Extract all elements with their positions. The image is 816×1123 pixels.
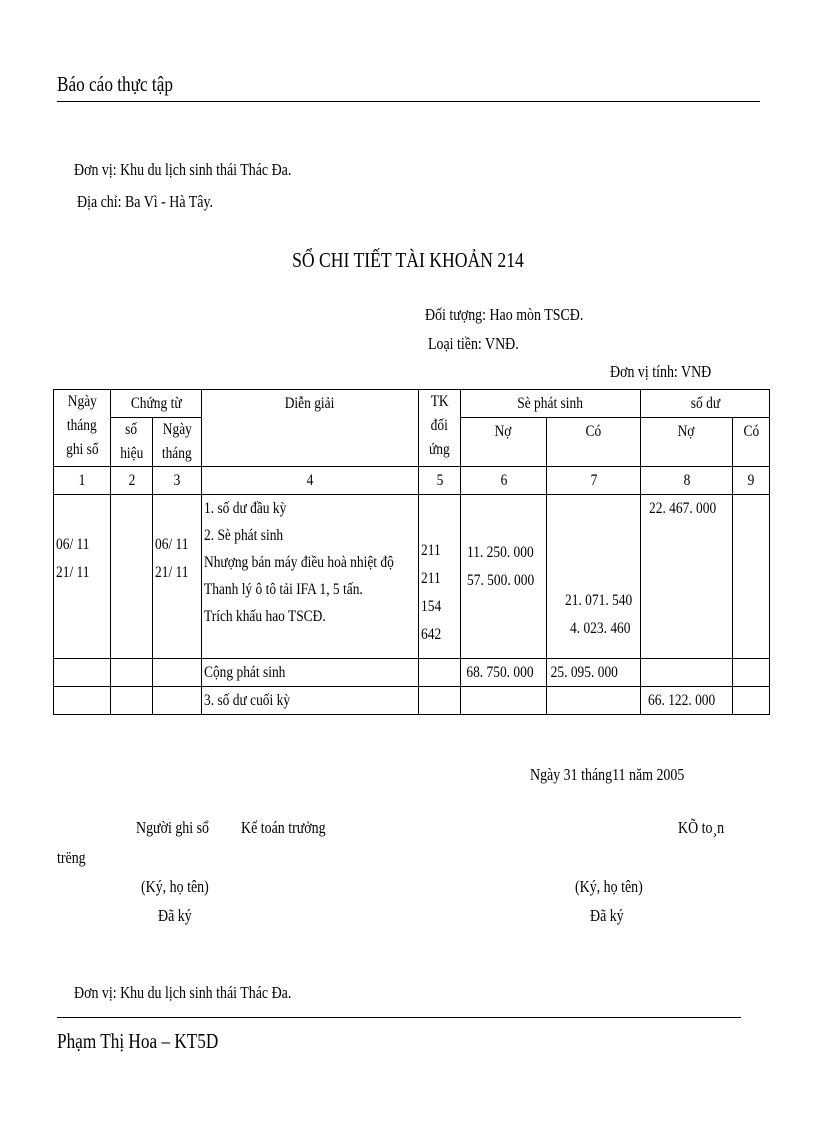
writer-sign-note: (Ký, họ tên)	[141, 877, 209, 896]
footer-author: Phạm Thị Hoa – KT5D	[57, 1029, 219, 1053]
col-head-voucher-date: Ngày tháng	[153, 418, 202, 467]
ledger-table	[53, 389, 770, 715]
unit-of-measure: Đơn vị tính: VNĐ	[610, 362, 712, 381]
col-head-balance: số dư	[641, 390, 770, 418]
col-head-account: TK đối ứng	[419, 390, 461, 467]
col-number: 5	[419, 467, 461, 495]
col-number: 7	[547, 467, 641, 495]
chief-sign-note: (Ký, họ tên)	[575, 877, 643, 896]
chief-accountant-title: Kế toán trưởng	[241, 818, 326, 837]
debit-amounts: 11. 250. 000 57. 500. 000	[461, 495, 547, 659]
col-head-debit: Nợ	[461, 418, 547, 467]
closing-balance: 66. 122. 000	[641, 687, 733, 715]
chief-signed: Đã ký	[590, 906, 624, 925]
voucher-dates: 06/ 11 21/ 11	[153, 495, 202, 659]
ledger-currency: Loại tiền: VNĐ.	[428, 334, 519, 353]
total-label: Cộng phát sinh	[202, 659, 419, 687]
opening-balance: 22. 467. 000	[641, 495, 733, 659]
col-head-description: Diễn giải	[202, 390, 419, 467]
total-credit: 25. 095. 000	[547, 659, 641, 687]
col-number: 2	[111, 467, 153, 495]
unit-address: Địa chỉ: Ba Vì - Hà Tây.	[77, 192, 214, 211]
col-number: 3	[153, 467, 202, 495]
col-head-balance-credit: Có	[733, 418, 770, 467]
col-head-credit: Có	[547, 418, 641, 467]
col-head-transactions: Sè phát sinh	[461, 390, 641, 418]
total-debit: 68. 750. 000	[461, 659, 547, 687]
col-number: 1	[54, 467, 111, 495]
descriptions: 1. số dư đầu kỳ 2. Sè phát sinh Nhượng bán máy điều hoà nhiệt độ Thanh lý ô tô tải IFA 1, 5 tấn. Trích khấu hao TSCĐ.	[202, 495, 419, 659]
col-number: 9	[733, 467, 770, 495]
chief-accountant-title-garbled: KÕ to¸n	[678, 818, 725, 837]
total-row	[54, 659, 770, 687]
col-head-date: Ngày tháng ghi sổ	[54, 390, 111, 467]
col-head-voucher-number: số hiệu	[111, 418, 153, 467]
chief-accountant-title-garbled-tail: trëng	[57, 848, 86, 867]
footer-rule	[57, 1017, 741, 1018]
closing-row	[54, 687, 770, 715]
credit-amounts: 21. 071. 540 4. 023. 460	[547, 495, 641, 659]
unit-name: Đơn vị: Khu du lịch sinh thái Thác Đa.	[74, 160, 292, 179]
writer-title: Người ghi sổ	[136, 818, 210, 837]
writer-signed: Đã ký	[158, 906, 192, 925]
col-head-balance-debit: Nợ	[641, 418, 733, 467]
sign-date: Ngày 31 tháng11 năm 2005	[530, 765, 685, 784]
column-number-row	[54, 467, 770, 495]
header-rule	[57, 101, 760, 102]
ledger-object: Đối tượng: Hao mòn TSCĐ.	[425, 305, 584, 324]
record-dates: 06/ 11 21/ 11	[54, 495, 111, 659]
col-head-voucher: Chứng từ	[111, 390, 202, 418]
voucher-numbers	[111, 495, 153, 659]
document-title: SỔ CHI TIẾT TÀI KHOẢN 214	[292, 248, 524, 272]
col-number: 8	[641, 467, 733, 495]
footer-unit: Đơn vị: Khu du lịch sinh thái Thác Đa.	[74, 983, 292, 1002]
table-row	[54, 495, 770, 659]
balance-credit	[733, 495, 770, 659]
report-header: Báo cáo thực tập	[57, 72, 173, 96]
contra-accounts: 211 211 154 642	[419, 495, 461, 659]
col-number: 6	[461, 467, 547, 495]
closing-label: 3. số dư cuối kỳ	[202, 687, 419, 715]
header-row-1	[54, 390, 770, 418]
col-number: 4	[202, 467, 419, 495]
